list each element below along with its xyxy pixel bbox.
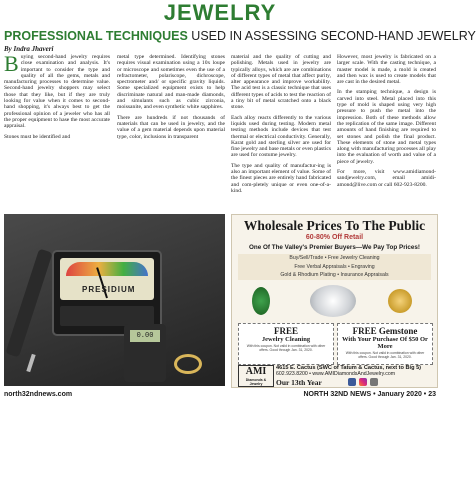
article-column-3	[231, 54, 331, 198]
paragraph: For more, visit www.amidiamond-sandjewelry.com, email amidi-amond@live.com or call 602-923-8200.	[337, 169, 436, 188]
email-icon[interactable]	[370, 378, 378, 386]
service-line: Buy/Sell/Trade • Free Jewelry Cleaning	[289, 255, 380, 261]
ami-advertisement[interactable]	[231, 214, 438, 388]
logo-mark: AMI	[245, 366, 267, 377]
ad-title: Wholesale Prices To The Public	[243, 218, 426, 233]
digital-gauge	[124, 324, 166, 382]
instagram-icon[interactable]	[359, 378, 367, 386]
facebook-icon[interactable]	[348, 378, 356, 386]
page-footer	[0, 389, 440, 401]
ad-services	[238, 254, 431, 280]
ad-phone-web[interactable]: 602.923.8200 • www.AMIDiamondsAndJewelry.com	[276, 371, 396, 378]
coupon-free-cleaning[interactable]	[238, 323, 334, 365]
coupon-offer: With Your Purchase Of $50 Or More	[342, 336, 428, 350]
gold-pendant-image	[388, 289, 412, 313]
meter-dial	[60, 258, 154, 300]
ad-contact	[276, 365, 421, 378]
coupon-headline: FREE	[273, 326, 298, 336]
article-headline	[4, 29, 476, 43]
ad-discount: 60-80% Off Retail	[305, 234, 364, 241]
tester-brand: PRESIDIUM	[82, 285, 136, 294]
ad-anniversary: Our 13th Year	[276, 378, 322, 387]
section-title: JEWELRY	[163, 0, 277, 25]
ad-address: 4615 E. Cactus (SWC of Tatum & Cactus, next to Big 5)	[276, 365, 422, 371]
ad-footer	[238, 365, 431, 385]
paragraph: metal type determined. Identifying stones requires visual examination using a 10x loupe or microscope and sometimes even the use of a refractometer, polariscope, dichroscope, spectrometer and/ or specific gravity liquids. Some specialized equipment exists to help discriminate natural and man-made diamonds, and simulants such as cubic zirconia, moissanite, and even synthetic white sapphires.	[117, 54, 225, 111]
logo-subtitle: Diamonds & Jewelry	[245, 378, 267, 386]
paragraph: However, most jewelry is fabricated on a larger scale. With the casting technique, a master model is made, a mold is created and then wax is used to create models that are cast in the desired metal.	[337, 54, 436, 86]
article-column-1	[4, 51, 110, 144]
drop-cap: B	[4, 51, 19, 76]
footer-issue-info: NORTH 32ND NEWS • January 2020 • 23	[303, 391, 436, 398]
jewelry-images	[238, 283, 431, 321]
service-line: Free Verbal Appraisals • Engraving	[294, 263, 375, 270]
byline: By Indra Jhaveri	[4, 45, 54, 53]
gauge-readout: 0.00	[130, 330, 160, 342]
article-column-2	[117, 54, 225, 144]
paragraph: material and the quality of cutting and polishing. Metals used in jewelry are typically alloys, which are are combinations of different types of metal that affect purity, alter appearance and improve workability. The acid test is a classic technique that uses different types of acids to test the reaction of a tiny bit of metal scratched onto a black stone.	[231, 54, 331, 111]
coupon-terms: With this coupon. Not valid in combination with other offers. Good through Jan. 31, 2020.	[246, 344, 326, 352]
headline-strong: PROFESSIONAL TECHNIQUES	[4, 29, 188, 43]
ami-logo	[238, 365, 274, 387]
headline-rest: USED IN ASSESSING SECOND-HAND JEWELRY	[187, 29, 476, 43]
footer-website[interactable]: north32ndnews.com	[4, 391, 73, 398]
article-column-4	[337, 54, 436, 192]
coupon-terms: With this coupon. Not valid in combination with other offers. Good through Jan. 31, 2020.	[345, 351, 425, 359]
gold-ring	[174, 354, 202, 374]
paragraph: Each alloy reacts differently to the various liquids used during testing. Modern metal testing methods include devices that test thermal or electrical conductivity. Generally, Karat gold and sterling silver are used for fine jewelry and base metals or even plastics are used for costume jewelry.	[231, 114, 331, 159]
coupon-headline: FREE Gemstone	[352, 326, 418, 336]
coupon-free-gemstone[interactable]	[337, 323, 433, 365]
gem-tester-photo	[4, 214, 225, 386]
diamond-ring-image	[310, 285, 356, 317]
service-line: Gold & Rhodium Plating • Insurance Appraisals	[280, 272, 389, 278]
paragraph: In the stamping technique, a design is carved into steel. Metal placed into this type of mold is shaped using very high pressure to push the metal into the impression. Both of these methods allow the replication of the same image. Different amounts of hand finishing are required to set stones and polish the final product. These elements of stone and metal types along with manufacturing processes all play into the evaluation of worth and value of a piece of jewelry.	[337, 89, 436, 165]
paragraph: The type and quality of manufactur-ing is also an important element of value. Some of the finest pieces are entirely hand fabricated and com-pletely unique or even one-of-a-kind.	[231, 162, 331, 194]
paragraph: There are hundreds if not thousands of materials that can be used in jewelry, and the value of a gem material depends upon material type, color, inclusions in transparent	[117, 114, 225, 140]
paragraph: Stones must be identified and	[4, 133, 71, 140]
coupon-offer: Jewelry Cleaning	[261, 336, 311, 343]
emerald-earring-image	[252, 287, 270, 315]
paragraph: uying second-hand jewelry requires close examination and analysis. It's important to consider the type and quality of all the gems, metals and manufacturing processes to determine value. Second-hand jewelry shoppers may select those that they like, but if they are truly looking for value when it comes to second-hand shopping, it's always best to get the professional opinion of a jeweler who has all the proper equipment to hase the most accurate appraisal.	[4, 54, 110, 130]
ad-tagline: One Of The Valley's Premier Buyers—We Pay Top Prices!	[249, 244, 420, 251]
